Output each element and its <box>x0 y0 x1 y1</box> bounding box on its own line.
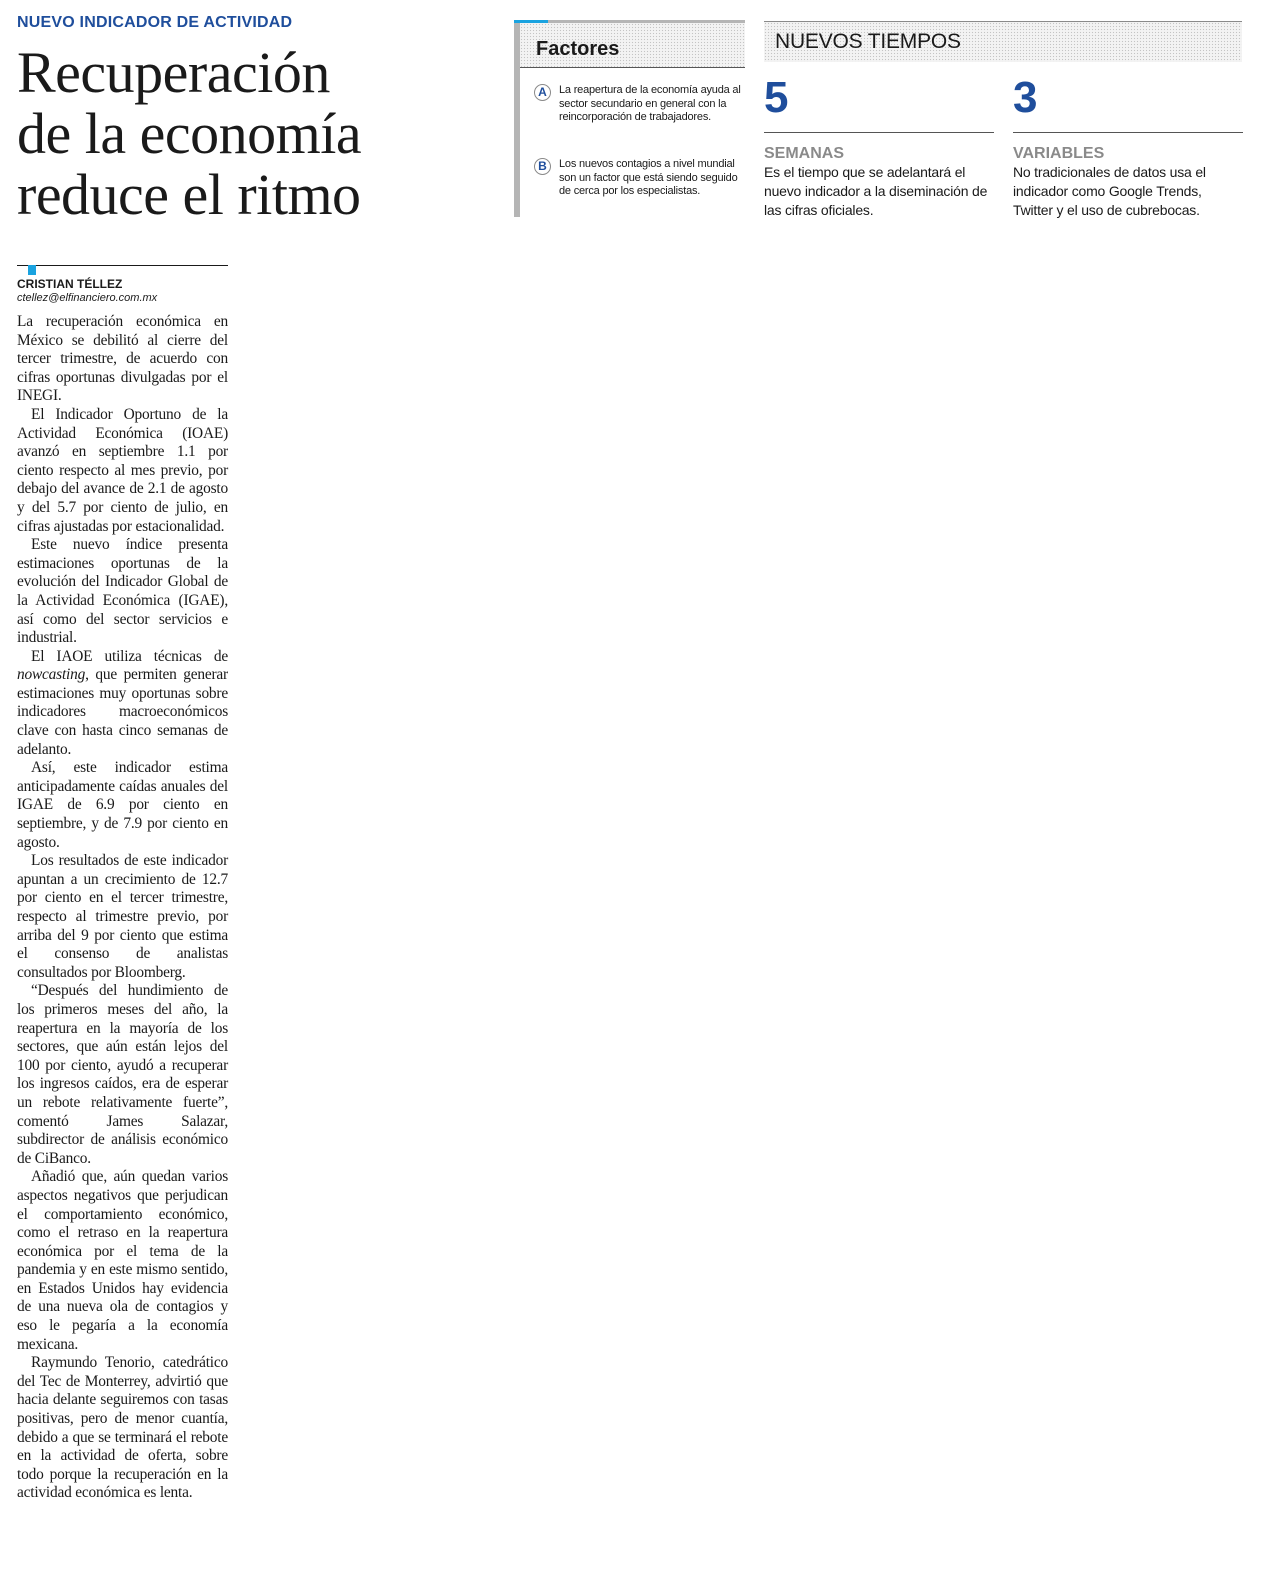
factores-header <box>520 23 745 67</box>
article-paragraph: Raymundo Tenorio, catedrático del Tec de Monterrey, advirtió que hacia delante seguiremos con tasas positivas, pero de menor cuantía, debido a que se terminará el rebote en la actividad de oferta, sobre todo porque la recuperación en la actividad económica es lenta. <box>17 1354 228 1502</box>
nuevos-tiempos-title: NUEVOS TIEMPOS <box>775 30 961 53</box>
stat-semanas <box>764 70 994 220</box>
article-body <box>17 313 228 1503</box>
factor-badge-b: B <box>534 158 551 175</box>
factor-text-a: La reapertura de la economía ayuda al sector secundario en general con la reincorporación de trabajadores. <box>559 84 741 124</box>
stat-description: Es el tiempo que se adelantará el nuevo indicador a la diseminación de las cifras oficiales. <box>764 164 988 218</box>
stat-description: No tradicionales de datos usa el indicador como Google Trends, Twitter y el uso de cubrebocas. <box>1013 164 1206 218</box>
factor-badge-a: A <box>534 84 551 101</box>
article-paragraph: Así, este indicador estima anticipadamente caídas anuales del IGAE de 6.9 por ciento en septiembre, y de 7.9 por ciento en agosto. <box>17 759 228 851</box>
factor-text-b: Los nuevos contagios a nivel mundial son un factor que está siendo seguido de cerca por los especialistas. <box>559 158 738 198</box>
article-paragraph-rest: que permiten generar estimaciones muy oportunas sobre indicadores macroeconómicos clave con hasta cinco semanas de adelanto. <box>17 666 228 758</box>
factores-header-rule <box>520 67 745 68</box>
nuevos-tiempos-header <box>764 21 1242 62</box>
article-italic-term: nowcasting <box>17 666 86 684</box>
author-email: ctellez@elfinanciero.com.mx <box>17 292 158 304</box>
article-paragraph: El IAOE utiliza técnicas de nowcasting, que permiten generar estimaciones muy oportunas sobre indicadores macroeconómicos clave con hasta cinco semanas de adelanto. <box>17 647 228 758</box>
author-name: CRISTIAN TÉLLEZ <box>17 277 123 291</box>
stat-label: SEMANAS <box>764 145 845 162</box>
headline <box>17 42 487 225</box>
headline-line-1: Recuperación <box>17 40 330 105</box>
headline-line-2: de la economía <box>17 101 362 166</box>
stat-number: 3 <box>1013 73 1038 122</box>
byline-divider <box>17 265 228 266</box>
stat-number: 5 <box>764 73 789 122</box>
article-paragraph-lead: El IAOE utiliza técnicas de <box>31 647 228 665</box>
article-paragraph: El Indicador Oportuno de la Actividad Económica (IOAE) avanzó en septiembre 1.1 por ciento respecto al mes previo, por debajo del avance de 2.1 de agosto y del 5.7 por ciento de julio, en cifras ajustadas por estacionalidad. <box>17 405 228 535</box>
article-paragraph: Los resultados de este indicador apuntan a un crecimiento de 12.7 por ciento en el tercer trimestre, respecto al trimestre previo, por arriba del 9 por ciento que estima el consenso de analistas consultados por Bloomberg. <box>17 852 228 981</box>
headline-line-3: reduce el ritmo <box>17 162 361 227</box>
article-paragraph: Añadió que, aún quedan varios aspectos negativos que perjudican el comportamiento económico, como el retraso en la reapertura económica por el tema de la pandemia y en este mismo sentido, en Estados Unidos hay evidencia de una nueva ola de contagios y eso le pegaría a la economía mexicana. <box>17 1168 228 1353</box>
article-paragraph: Este nuevo índice presenta estimaciones oportunas de la evolución del Indicador Global de la Actividad Económica (IGAE), así como del sector servicios e industrial. <box>17 536 228 647</box>
stat-divider <box>764 132 994 133</box>
stat-label: VARIABLES <box>1013 145 1105 162</box>
factores-title: Factores <box>536 38 620 60</box>
article-paragraph: La recuperación económica en México se debilitó al cierre del tercer trimestre, de acuerdo con cifras oportunas divulgadas por el INEGI. <box>17 313 228 405</box>
stat-divider <box>1013 132 1243 133</box>
article-paragraph: “Después del hundimiento de los primeros meses del año, la reapertura en la mayoría de los sectores, que aún están lejos del 100 por ciento, ayudó a recuperar los ingresos caídos, era de esperar un rebote relativamente fuerte”, comentó James Salazar, subdirector de análisis económico de CiBanco. <box>17 982 228 1167</box>
stat-variables <box>1013 70 1243 220</box>
factores-box <box>514 20 745 217</box>
byline-accent-mark <box>28 265 36 275</box>
section-kicker: NUEVO INDICADOR DE ACTIVIDAD <box>17 14 293 31</box>
